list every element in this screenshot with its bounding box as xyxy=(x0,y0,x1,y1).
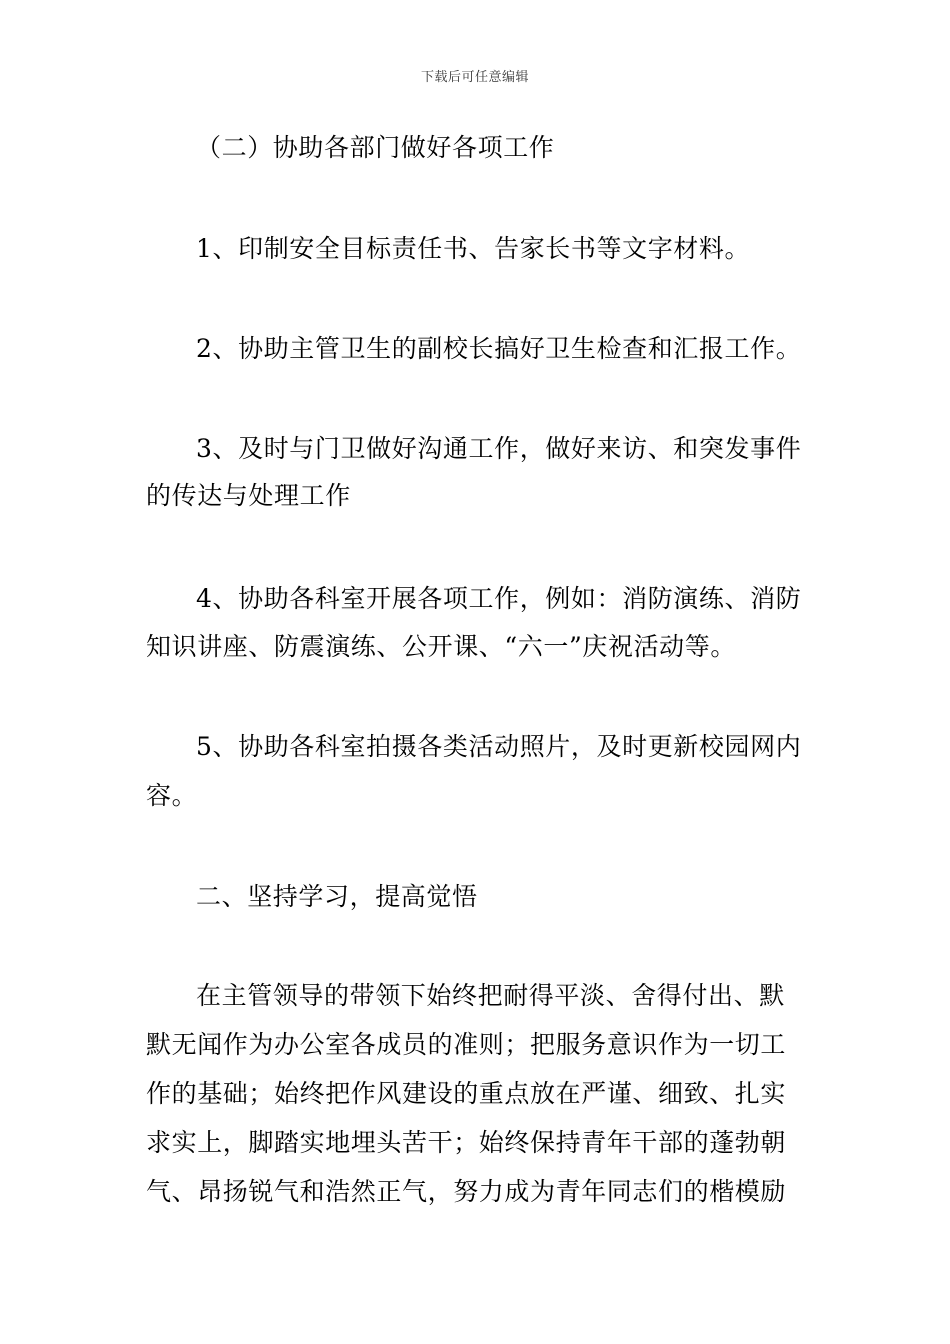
paragraph-line-1: 在主管领导的带领下始终把耐得平淡、舍得付出、默 xyxy=(196,981,785,1010)
paragraph-line-4: 求实上，脚踏实地埋头苦干；始终保持青年干部的蓬勃朝 xyxy=(146,1128,787,1157)
list-item-5-line-1: 5、协助各科室拍摄各类活动照片，及时更新校园网内 xyxy=(196,732,802,761)
list-item-4-line-1: 4、协助各科室开展各项工作，例如：消防演练、消防 xyxy=(196,584,802,613)
list-item-3-line-2: 的传达与处理工作 xyxy=(146,481,351,510)
part-two-heading: 二、坚持学习，提高觉悟 xyxy=(196,882,478,911)
list-item-5-line-2: 容。 xyxy=(146,781,198,810)
list-item-2: 2、协助主管卫生的副校长搞好卫生检查和汇报工作。 xyxy=(196,334,802,363)
paragraph-line-5: 气、昂扬锐气和浩然正气，努力成为青年同志们的楷模励 xyxy=(146,1177,787,1206)
list-item-1: 1、印制安全目标责任书、告家长书等文字材料。 xyxy=(196,234,751,263)
header-note: 下载后可任意编辑 xyxy=(420,70,529,85)
paragraph-line-2: 默无闻作为办公室各成员的准则；把服务意识作为一切工 xyxy=(146,1030,787,1059)
section-heading: （二）协助各部门做好各项工作 xyxy=(196,133,555,162)
list-item-4-line-2: 知识讲座、防震演练、公开课、“六一”庆祝活动等。 xyxy=(146,632,736,661)
paragraph-line-3: 作的基础；始终把作风建设的重点放在严谨、细致、扎实 xyxy=(146,1079,787,1108)
list-item-3-line-1: 3、及时与门卫做好沟通工作，做好来访、和突发事件 xyxy=(196,434,802,463)
